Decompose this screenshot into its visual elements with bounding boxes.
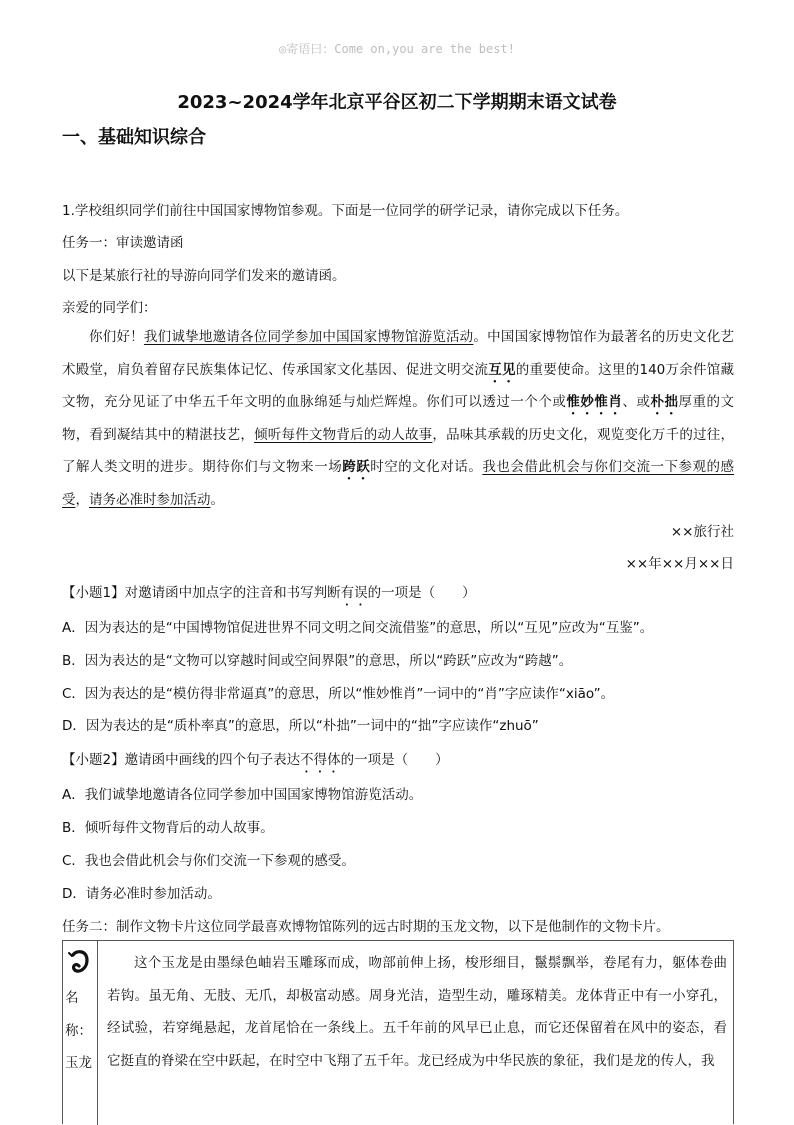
card-label-column	[63, 941, 98, 1125]
card-label-line-3: 玉龙	[65, 1055, 92, 1071]
sub2-option-a[interactable]: A．我们诚挚地邀请各位同学参加中国国家博物馆游览活动。	[62, 787, 423, 803]
sub2-option-d[interactable]: D．请务必准时参加活动。	[62, 886, 221, 902]
sub1-option-c[interactable]: C．因为表达的是“模仿得非常逼真”的意思，所以“惟妙惟肖”一词中的“肖”字应读作“xiāo”。	[62, 686, 615, 702]
task1-heading: 任务一：审读邀请函	[62, 235, 184, 251]
letter-date: ××年××月××日	[625, 556, 734, 572]
underlined-sentence-4: 请务必准时参加活动	[89, 491, 211, 508]
subquestion-2-stem: 【小题2】邀请函中画线的四个句子表达不得体的一项是（ ）	[62, 752, 449, 768]
underlined-sentence-2: 倾听每件文物背后的动人故事	[254, 426, 433, 443]
sub1-option-b[interactable]: B．因为表达的是“文物可以穿越时间或空间界限”的意思，所以“跨跃”应改为“跨越”。	[62, 653, 573, 669]
sub2-option-b[interactable]: B．倾听每件文物背后的动人故事。	[62, 820, 274, 836]
underlined-sentence-1: 我们诚挚地邀请各位同学参加中国国家博物馆游览活动	[143, 329, 474, 345]
page-title: 2023~2024学年北京平谷区初二下学期期末语文试卷	[177, 92, 617, 113]
letter-signature: ××旅行社	[670, 524, 734, 540]
dotted-word-kuayue: 跨跃	[342, 459, 371, 476]
section-heading: 一、基础知识综合	[62, 127, 206, 148]
underlined-sentence-3: 我也会借此机会与你们交流一下参观的感受	[62, 459, 735, 508]
watermark: ◎寄语曰：Come on,you are the best!	[279, 42, 515, 56]
artifact-card	[62, 940, 734, 1124]
subquestion-1-stem: 【小题1】对邀请函中加点字的注音和书写判断有误的一项是（ ）	[62, 585, 476, 601]
dotted-word-hujian: 互见	[488, 361, 516, 378]
sub1-option-a[interactable]: A．因为表达的是“中国博物馆促进世界不同文明之间交流借鉴”的意思，所以“互见”应改为“互鉴”。	[62, 620, 654, 636]
invitation-letter: 你们好！我们诚挚地邀请各位同学参加中国国家博物馆游览活动。中国国家博物馆作为最著名的历史文化艺术殿堂，肩负着留存民族集体记忆、传承国家文化基因、促进文明交流互见的重要使命。这里的140万余件馆藏文物，充分见证了中华五千年文明的血脉绵延与灿烂辉煌。你们可以透过一个个或惟妙惟肖、或朴拙厚重的文物，看到凝结其中的精湛技艺，倾听每件文物背后的动人故事，品味其承载的历史文化，观览变化万千的过往，了解人类文明的进步。期待你们与文物来一场跨跃时空的文化对话。我也会借此机会与你们交流一下参观的感受，请务必准时参加活动。	[62, 329, 735, 508]
card-description: 这个玉龙是由墨绿色岫岩玉雕琢而成，吻部前伸上扬，梭形细目，鬣鬃飘举，卷尾有力，躯体卷曲若钩。虽无角、无肢、无爪，却极富动感。周身光洁，造型生动，雕琢精美。龙体背正中有一小穿孔，经试验，若穿绳悬起，龙首尾恰在一条线上。五千年前的风早已止息，而它还保留着在风中的姿态，看它挺直的脊梁在空中跃起，在时空中飞翔了五千年。龙已经成为中华民族的象征，我们是龙的传人，我	[107, 955, 727, 1069]
question-intro: 1.学校组织同学们前往中国国家博物馆参观。下面是一位同学的研学记录，请你完成以下任务。	[62, 203, 629, 219]
dotted-word-puzhuo: 朴拙	[650, 394, 679, 411]
task1-description: 以下是某旅行社的导游向同学们发来的邀请函。	[62, 268, 346, 284]
card-label-line-1: 名	[65, 990, 79, 1006]
letter-greeting: 亲爱的同学们：	[62, 300, 157, 316]
task2-heading: 任务二：制作文物卡片这位同学最喜欢博物馆陈列的远古时期的玉龙文物，以下是他制作的文物卡片。	[62, 919, 670, 935]
card-label-line-2: 称：	[65, 1023, 92, 1039]
jade-dragon-icon	[67, 948, 91, 978]
sub1-option-d[interactable]: D．因为表达的是“质朴率真”的意思，所以“朴拙”一词中的“拙”字应读作“zhuō”	[62, 718, 539, 734]
dotted-word-weimiao: 惟妙惟肖	[566, 394, 623, 411]
sub2-option-c[interactable]: C．我也会借此机会与你们交流一下参观的感受。	[62, 853, 355, 869]
